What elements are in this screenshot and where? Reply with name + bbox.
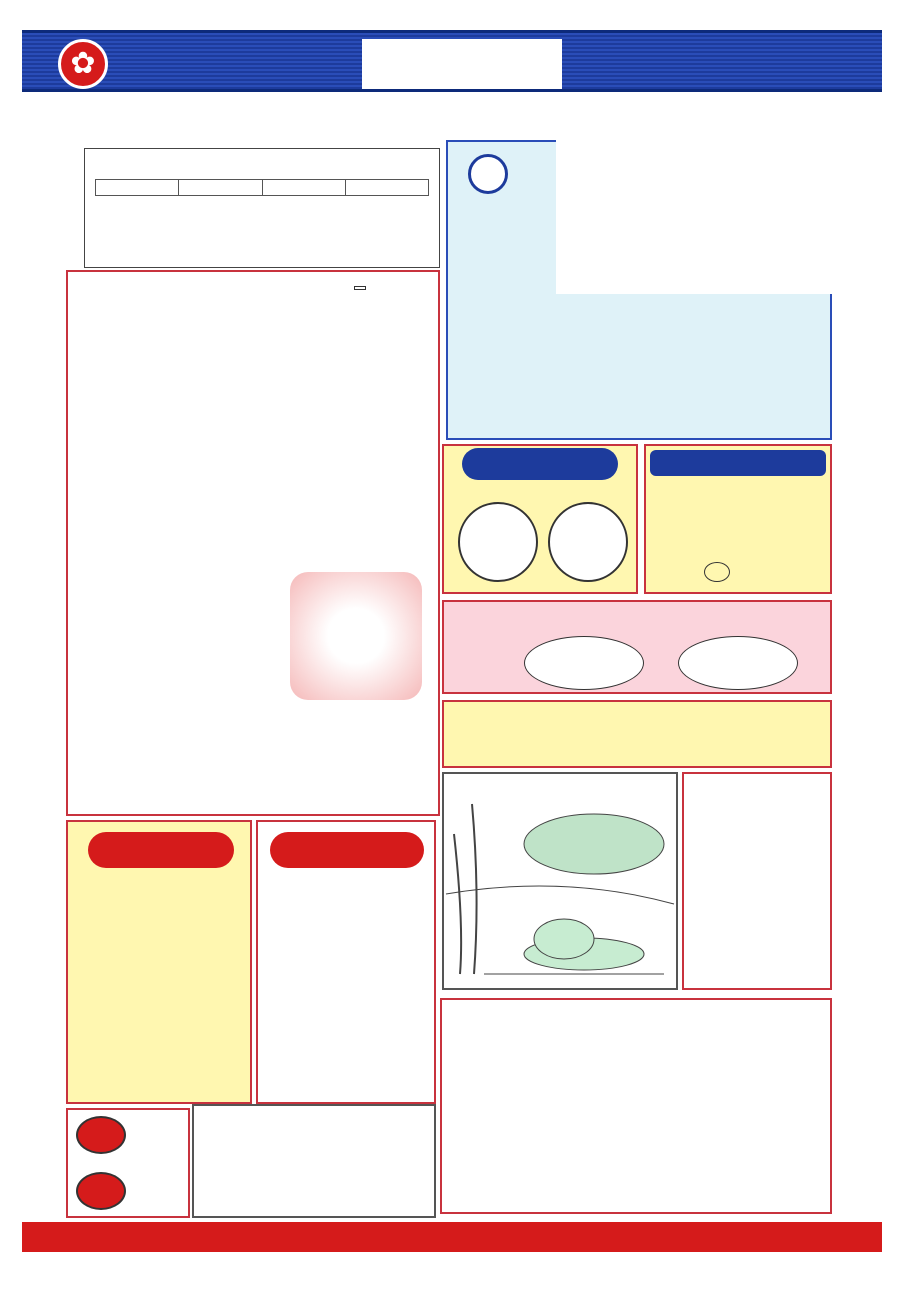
blank-cover xyxy=(556,112,856,294)
featured-numbers-panel xyxy=(442,700,832,768)
special-small xyxy=(458,502,538,582)
special-code-title xyxy=(462,448,618,480)
frequency-number xyxy=(76,1172,126,1210)
special-code-panel xyxy=(442,444,638,594)
almanac-panel xyxy=(440,998,832,1214)
frequency-panel xyxy=(66,1108,190,1218)
clock-logo-icon xyxy=(468,154,508,194)
special-forecast-panel xyxy=(66,820,252,1104)
column-header xyxy=(345,180,428,196)
one-word-panel xyxy=(682,772,832,990)
marksix-strip-left xyxy=(26,140,50,1220)
zodiac-poem-panel xyxy=(256,820,436,1104)
tiger-icon xyxy=(524,636,644,690)
special-forecast-title xyxy=(88,832,234,868)
hot-cold-table-panel xyxy=(84,148,440,268)
masthead xyxy=(22,30,882,92)
frequency-number xyxy=(76,1116,126,1154)
meeting-record-panel xyxy=(66,270,440,816)
column-header xyxy=(96,180,179,196)
lucky-zodiac-panel xyxy=(442,600,832,694)
landscape-drawing xyxy=(444,774,676,988)
golden-tip-panel xyxy=(192,1104,436,1218)
bauhinia-icon xyxy=(58,39,108,89)
column-header xyxy=(262,180,345,196)
masthead-title xyxy=(362,39,562,89)
draw-results-title xyxy=(650,450,826,476)
landscape-illustration xyxy=(442,772,678,990)
lottery-balls-pile xyxy=(462,332,580,436)
ox-icon xyxy=(678,636,798,690)
hot-cold-table xyxy=(95,179,429,196)
special-odd xyxy=(548,502,628,582)
zodiac-poem-title xyxy=(270,832,424,868)
marksix-strip-right xyxy=(846,300,870,1200)
marksix-strip-top xyxy=(34,108,554,130)
footer-notice xyxy=(22,1222,882,1252)
draw-special xyxy=(704,562,730,586)
special-ball xyxy=(704,562,730,582)
confidential-tag xyxy=(354,286,366,290)
column-header xyxy=(179,180,262,196)
secret-drawing xyxy=(290,572,422,700)
draw-results-panel xyxy=(644,444,832,594)
